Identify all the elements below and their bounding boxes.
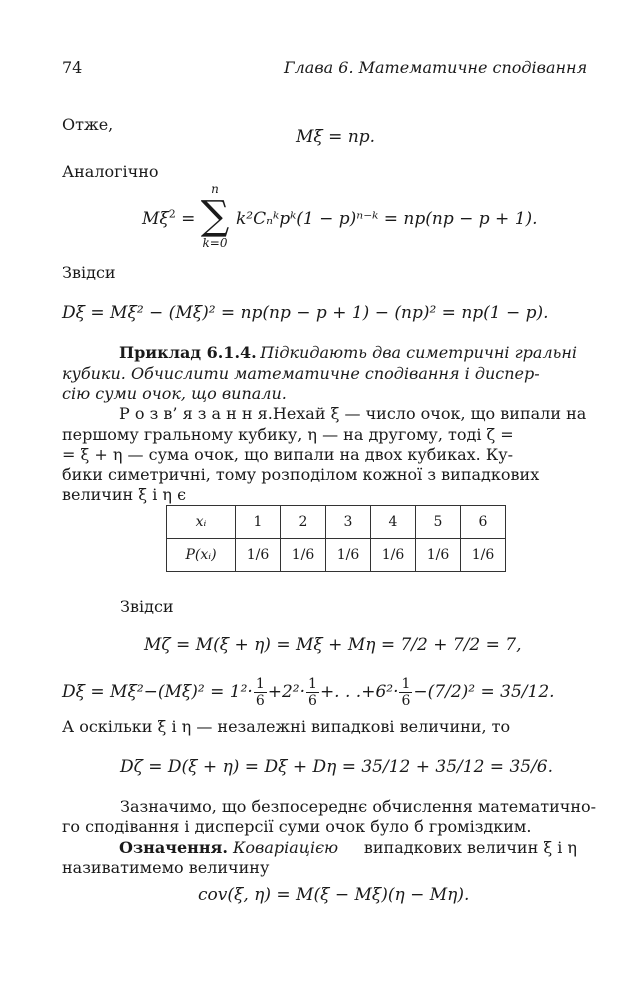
solution-line-2: першому гральному кубику, η — на другому, тоді ζ = <box>62 425 514 444</box>
note-line-2: го сподівання і дисперсії суми очок було б громіздким. <box>62 817 532 836</box>
sum-sign-icon: ∑ <box>200 193 230 239</box>
definition-label: Означення. <box>119 838 228 857</box>
solution-line-5: величин ξ і η є <box>62 485 187 504</box>
page-number: 74 <box>62 58 83 77</box>
table-cell: 1/6 <box>236 539 281 572</box>
table-row-header: P(xᵢ) <box>167 539 236 572</box>
example-label: Приклад 6.1.4. <box>119 343 257 362</box>
fraction-one-sixth: $\frac{1}{6}$ <box>308 676 317 709</box>
definition-text-1: випадкових величин ξ і η <box>363 838 577 857</box>
table-cell: 1/6 <box>371 539 416 572</box>
equation-covariance: cov(ξ, η) = M(ξ − Mξ)(η − Mη). <box>198 885 470 905</box>
fraction-one-sixth: $\frac{1}{6}$ <box>255 676 265 709</box>
sum-lower-limit: k=0 <box>202 236 228 250</box>
table-cell: 1/6 <box>281 539 326 572</box>
table-row-header: xᵢ <box>167 506 236 539</box>
solution-line-3: = ξ + η — сума очок, що випали на двох кубиках. Ку- <box>62 445 514 464</box>
chapter-title: Глава 6. Математичне сподівання <box>284 58 588 77</box>
definition-line-1 <box>62 838 577 858</box>
definition-line-2: називатимемо величину <box>62 858 270 877</box>
equation-variance-die: Dξ = Mξ²−(Mξ)² = 1²· $\frac{1}{6}$ +2²· $\frac{1}{6}$ +. . .+6²· $\frac{1}{6}$ −(7/2)² = 35/12. <box>62 676 555 709</box>
example-text-1: Підкидають два симетричні гральні <box>260 343 577 362</box>
solution-label: Р о з в’ я з а н н я. <box>119 404 273 423</box>
text-zvidsy-2: Звідси <box>120 597 174 616</box>
solution-line-1 <box>62 404 587 424</box>
fraction-one-sixth: $\frac{1}{6}$ <box>401 676 411 709</box>
example-line-1 <box>62 343 577 363</box>
definition-term: Коваріацією <box>233 838 339 857</box>
table-cell: 3 <box>326 506 371 539</box>
solution-line-4: бики симетричні, тому розподілом кожної з випадкових <box>62 465 540 484</box>
value-row <box>167 506 506 539</box>
table-cell: 2 <box>281 506 326 539</box>
equation-variance-binomial: Dξ = Mξ² − (Mξ)² = np(np − p + 1) − (np)² = np(1 − p). <box>62 303 549 323</box>
equation-mean-sum: Mζ = M(ξ + η) = Mξ + Mη = 7/2 + 7/2 = 7, <box>144 635 522 655</box>
table-cell: 1 <box>236 506 281 539</box>
table-cell: 5 <box>416 506 461 539</box>
equation-second-moment-rhs: k²Cₙᵏpᵏ(1 − p)ⁿ⁻ᵏ = np(np − p + 1). <box>236 209 538 229</box>
solution-text-1: Нехай ξ — число очок, що випали на <box>272 404 587 423</box>
probability-row <box>167 539 506 572</box>
equation-variance-sum: Dζ = D(ξ + η) = Dξ + Dη = 35/12 + 35/12 = 35/6. <box>120 757 554 777</box>
text-independent: А оскільки ξ і η — незалежні випадкові величини, то <box>62 717 511 736</box>
note-line-1: Зазначимо, що безпосереднє обчислення математично- <box>120 797 597 816</box>
table-cell: 1/6 <box>461 539 506 572</box>
text-analogichno: Аналогічно <box>62 162 159 181</box>
table-cell: 6 <box>461 506 506 539</box>
distribution-table <box>166 505 506 572</box>
table-cell: 4 <box>371 506 416 539</box>
text-zvidsy: Звідси <box>62 263 116 282</box>
equation-mean: Mξ = np. <box>296 127 376 147</box>
table-cell: 1/6 <box>326 539 371 572</box>
table-cell: 1/6 <box>416 539 461 572</box>
example-line-2: кубики. Обчислити математичне сподівання і диспер- <box>62 364 540 383</box>
equation-second-moment-lhs: $M\xi^2$ = <box>142 207 196 229</box>
text-otzhe: Отже, <box>62 115 114 134</box>
sum-upper-limit: n <box>211 182 219 196</box>
example-line-3: сію суми очок, що випали. <box>62 384 287 403</box>
summation <box>200 182 230 250</box>
